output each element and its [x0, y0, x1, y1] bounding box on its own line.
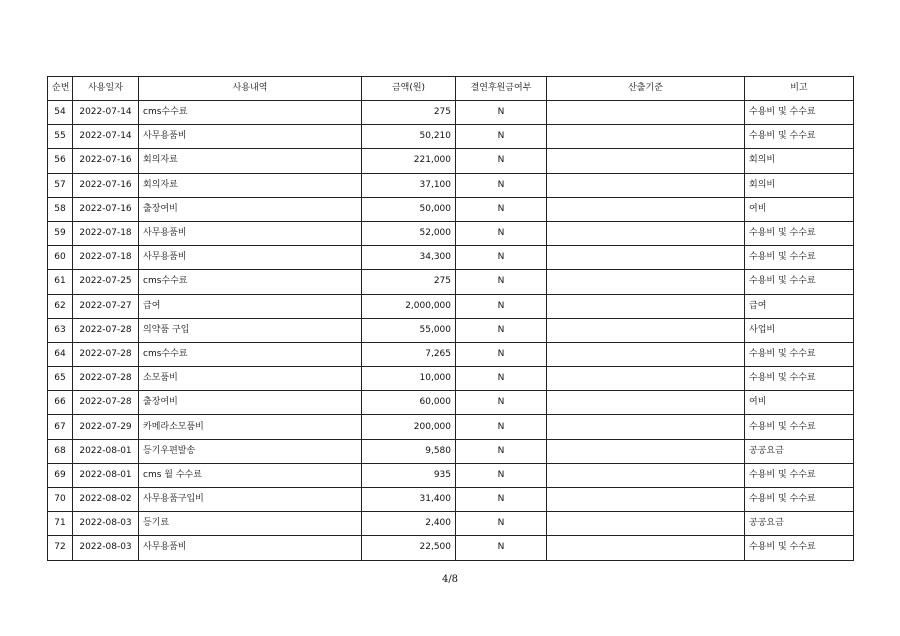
remarks-cell: 수용비 및 수수료	[745, 536, 854, 560]
header-sponsorship-flag: 결연후원금여부	[456, 77, 547, 101]
seq-cell: 62	[48, 294, 73, 318]
date-cell: 2022-07-28	[73, 318, 139, 342]
remarks-cell: 공공요금	[745, 512, 854, 536]
date-cell: 2022-07-28	[73, 342, 139, 366]
amount-cell: 221,000	[362, 149, 456, 173]
sponsorship-flag-cell: N	[456, 318, 547, 342]
description-cell: 출장여비	[139, 197, 362, 221]
amount-cell: 2,400	[362, 512, 456, 536]
remarks-cell: 수용비 및 수수료	[745, 415, 854, 439]
date-cell: 2022-07-18	[73, 246, 139, 270]
description-cell: 급여	[139, 294, 362, 318]
table-row	[48, 463, 854, 487]
date-cell: 2022-08-03	[73, 512, 139, 536]
sponsorship-flag-cell: N	[456, 221, 547, 245]
amount-cell: 2,000,000	[362, 294, 456, 318]
remarks-cell: 급여	[745, 294, 854, 318]
seq-cell: 69	[48, 463, 73, 487]
table-row	[48, 173, 854, 197]
table-row	[48, 294, 854, 318]
remarks-cell: 회의비	[745, 173, 854, 197]
calculation-basis-cell	[547, 197, 745, 221]
expense-table-container	[47, 76, 853, 561]
sponsorship-flag-cell: N	[456, 439, 547, 463]
calculation-basis-cell	[547, 463, 745, 487]
sponsorship-flag-cell: N	[456, 463, 547, 487]
amount-cell: 935	[362, 463, 456, 487]
header-seq: 순번	[48, 77, 73, 101]
table-row	[48, 415, 854, 439]
table-row	[48, 512, 854, 536]
calculation-basis-cell	[547, 294, 745, 318]
remarks-cell: 수용비 및 수수료	[745, 246, 854, 270]
description-cell: 사무용품비	[139, 536, 362, 560]
description-cell: 사무용품구입비	[139, 488, 362, 512]
calculation-basis-cell	[547, 221, 745, 245]
description-cell: 회의자료	[139, 173, 362, 197]
description-cell: cms수수료	[139, 101, 362, 125]
date-cell: 2022-07-14	[73, 101, 139, 125]
remarks-cell: 수용비 및 수수료	[745, 342, 854, 366]
table-row	[48, 149, 854, 173]
date-cell: 2022-08-01	[73, 463, 139, 487]
seq-cell: 56	[48, 149, 73, 173]
description-cell: 카메라소모품비	[139, 415, 362, 439]
calculation-basis-cell	[547, 488, 745, 512]
seq-cell: 61	[48, 270, 73, 294]
sponsorship-flag-cell: N	[456, 197, 547, 221]
calculation-basis-cell	[547, 125, 745, 149]
amount-cell: 52,000	[362, 221, 456, 245]
sponsorship-flag-cell: N	[456, 367, 547, 391]
description-cell: 의약품 구입	[139, 318, 362, 342]
date-cell: 2022-08-03	[73, 536, 139, 560]
date-cell: 2022-07-27	[73, 294, 139, 318]
date-cell: 2022-07-28	[73, 391, 139, 415]
header-amount: 금액(원)	[362, 77, 456, 101]
table-row	[48, 197, 854, 221]
calculation-basis-cell	[547, 173, 745, 197]
expense-table	[47, 76, 854, 561]
description-cell: cms수수료	[139, 342, 362, 366]
header-description: 사용내역	[139, 77, 362, 101]
calculation-basis-cell	[547, 342, 745, 366]
date-cell: 2022-07-18	[73, 221, 139, 245]
description-cell: cms수수료	[139, 270, 362, 294]
seq-cell: 63	[48, 318, 73, 342]
amount-cell: 7,265	[362, 342, 456, 366]
sponsorship-flag-cell: N	[456, 149, 547, 173]
seq-cell: 70	[48, 488, 73, 512]
amount-cell: 50,000	[362, 197, 456, 221]
sponsorship-flag-cell: N	[456, 125, 547, 149]
description-cell: 사무용품비	[139, 125, 362, 149]
amount-cell: 275	[362, 101, 456, 125]
table-row	[48, 391, 854, 415]
date-cell: 2022-07-29	[73, 415, 139, 439]
amount-cell: 37,100	[362, 173, 456, 197]
seq-cell: 58	[48, 197, 73, 221]
date-cell: 2022-07-28	[73, 367, 139, 391]
date-cell: 2022-07-25	[73, 270, 139, 294]
amount-cell: 10,000	[362, 367, 456, 391]
sponsorship-flag-cell: N	[456, 536, 547, 560]
description-cell: 사무용품비	[139, 246, 362, 270]
sponsorship-flag-cell: N	[456, 391, 547, 415]
amount-cell: 50,210	[362, 125, 456, 149]
seq-cell: 68	[48, 439, 73, 463]
date-cell: 2022-07-16	[73, 197, 139, 221]
sponsorship-flag-cell: N	[456, 294, 547, 318]
header-remarks: 비고	[745, 77, 854, 101]
amount-cell: 34,300	[362, 246, 456, 270]
amount-cell: 31,400	[362, 488, 456, 512]
table-row	[48, 318, 854, 342]
amount-cell: 9,580	[362, 439, 456, 463]
remarks-cell: 여비	[745, 197, 854, 221]
header-row	[48, 77, 854, 101]
seq-cell: 60	[48, 246, 73, 270]
remarks-cell: 수용비 및 수수료	[745, 270, 854, 294]
calculation-basis-cell	[547, 391, 745, 415]
date-cell: 2022-07-16	[73, 173, 139, 197]
table-row	[48, 536, 854, 560]
date-cell: 2022-08-01	[73, 439, 139, 463]
description-cell: 등기료	[139, 512, 362, 536]
table-row	[48, 439, 854, 463]
page-number: 4/8	[441, 574, 459, 585]
calculation-basis-cell	[547, 246, 745, 270]
sponsorship-flag-cell: N	[456, 270, 547, 294]
seq-cell: 54	[48, 101, 73, 125]
calculation-basis-cell	[547, 149, 745, 173]
sponsorship-flag-cell: N	[456, 512, 547, 536]
amount-cell: 200,000	[362, 415, 456, 439]
table-row	[48, 101, 854, 125]
sponsorship-flag-cell: N	[456, 342, 547, 366]
table-row	[48, 342, 854, 366]
remarks-cell: 사업비	[745, 318, 854, 342]
calculation-basis-cell	[547, 367, 745, 391]
description-cell: 소모품비	[139, 367, 362, 391]
seq-cell: 59	[48, 221, 73, 245]
remarks-cell: 공공요금	[745, 439, 854, 463]
calculation-basis-cell	[547, 536, 745, 560]
table-row	[48, 367, 854, 391]
sponsorship-flag-cell: N	[456, 173, 547, 197]
sponsorship-flag-cell: N	[456, 246, 547, 270]
date-cell: 2022-07-14	[73, 125, 139, 149]
calculation-basis-cell	[547, 415, 745, 439]
remarks-cell: 회의비	[745, 149, 854, 173]
seq-cell: 55	[48, 125, 73, 149]
seq-cell: 67	[48, 415, 73, 439]
calculation-basis-cell	[547, 512, 745, 536]
seq-cell: 72	[48, 536, 73, 560]
description-cell: 출장여비	[139, 391, 362, 415]
description-cell: cms 월 수수료	[139, 463, 362, 487]
amount-cell: 22,500	[362, 536, 456, 560]
amount-cell: 55,000	[362, 318, 456, 342]
remarks-cell: 수용비 및 수수료	[745, 101, 854, 125]
table-row	[48, 246, 854, 270]
seq-cell: 66	[48, 391, 73, 415]
description-cell: 회의자료	[139, 149, 362, 173]
description-cell: 사무용품비	[139, 221, 362, 245]
remarks-cell: 수용비 및 수수료	[745, 221, 854, 245]
date-cell: 2022-07-16	[73, 149, 139, 173]
seq-cell: 64	[48, 342, 73, 366]
remarks-cell: 수용비 및 수수료	[745, 463, 854, 487]
remarks-cell: 수용비 및 수수료	[745, 488, 854, 512]
calculation-basis-cell	[547, 439, 745, 463]
calculation-basis-cell	[547, 318, 745, 342]
table-row	[48, 488, 854, 512]
calculation-basis-cell	[547, 270, 745, 294]
sponsorship-flag-cell: N	[456, 488, 547, 512]
table-row	[48, 221, 854, 245]
sponsorship-flag-cell: N	[456, 415, 547, 439]
table-row	[48, 270, 854, 294]
description-cell: 등기우편발송	[139, 439, 362, 463]
seq-cell: 71	[48, 512, 73, 536]
seq-cell: 57	[48, 173, 73, 197]
amount-cell: 275	[362, 270, 456, 294]
remarks-cell: 여비	[745, 391, 854, 415]
header-date: 사용일자	[73, 77, 139, 101]
seq-cell: 65	[48, 367, 73, 391]
remarks-cell: 수용비 및 수수료	[745, 367, 854, 391]
header-calculation-basis: 산출기준	[547, 77, 745, 101]
remarks-cell: 수용비 및 수수료	[745, 125, 854, 149]
amount-cell: 60,000	[362, 391, 456, 415]
table-row	[48, 125, 854, 149]
sponsorship-flag-cell: N	[456, 101, 547, 125]
table-body	[48, 101, 854, 561]
calculation-basis-cell	[547, 101, 745, 125]
date-cell: 2022-08-02	[73, 488, 139, 512]
